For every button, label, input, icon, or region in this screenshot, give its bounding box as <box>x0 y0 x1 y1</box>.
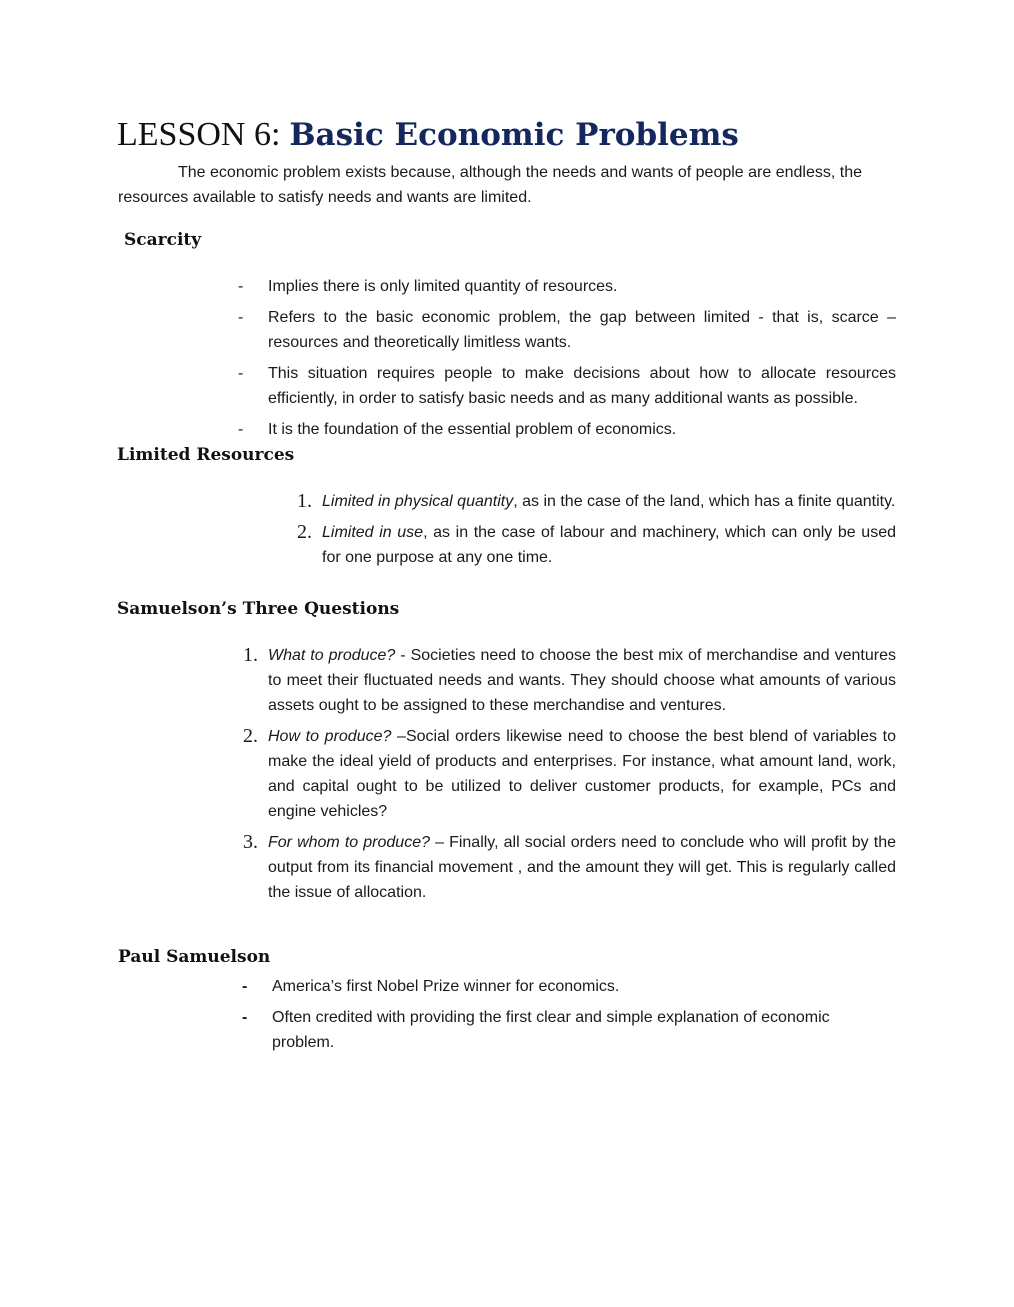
dash-bullet: - <box>242 1009 248 1026</box>
paul-samuelson-list <box>242 974 882 1061</box>
list-item: 2. How to produce? –Social orders likewise need to choose the best blend of variables to make the ideal yield of products and enterprises. For instance, what amount land, work, and capital ought to be utilized to deliver customer products, for example, PCs and engine vehicles? <box>243 725 896 820</box>
paul-samuelson-heading: Paul Samuelson <box>118 947 271 967</box>
lesson-number: LESSON 6: <box>117 116 281 153</box>
list-item: - This situation requires people to make decisions about how to allocate resources efficiently, in order to satisfy basic needs and as many additional wants as possible. <box>268 361 896 411</box>
dash-bullet: - <box>238 421 244 438</box>
dash-bullet: - <box>238 365 244 382</box>
scarcity-list <box>238 274 896 448</box>
item-term: What to produce? <box>268 647 396 664</box>
item-number: 2. <box>297 521 312 543</box>
item-term: Limited in physical quantity <box>322 493 514 510</box>
dash-bullet: - <box>242 978 248 995</box>
list-item: - Often credited with providing the first clear and simple explanation of economic problem. <box>272 1005 882 1055</box>
list-item: - America’s first Nobel Prize winner for economics. <box>272 974 882 999</box>
scarcity-heading: Scarcity <box>124 230 202 250</box>
list-item: - Refers to the basic economic problem, the gap between limited - that is, scarce – resources and theoretically limitless wants. <box>268 305 896 355</box>
item-term: For whom to produce? <box>268 834 430 851</box>
item-number: 1. <box>297 490 312 512</box>
list-item: - It is the foundation of the essential problem of economics. <box>268 417 896 442</box>
dash-bullet: - <box>238 309 244 326</box>
intro-text: The economic problem exists because, although the needs and wants of people are endless, the resources available to satisfy needs and wants are limited. <box>118 164 862 206</box>
item-term: How to produce? <box>268 728 392 745</box>
list-item: 1. What to produce? - Societies need to choose the best mix of merchandise and ventures to meet their fluctuated needs and wants. They should choose what amounts of various assets ought to be assigned to these merchandise and ventures. <box>243 644 897 714</box>
list-item: 1. Limited in physical quantity, as in the case of the land, which has a finite quantity. <box>297 490 896 512</box>
item-number: 3. <box>243 831 258 853</box>
item-term: Limited in use <box>322 524 424 541</box>
list-item: - Implies there is only limited quantity of resources. <box>268 274 896 299</box>
samuelson-questions-heading: Samuelson’s Three Questions <box>117 599 400 619</box>
lesson-title <box>117 112 739 157</box>
lesson-title-main: Basic Economic Problems <box>289 117 739 153</box>
dash-bullet: - <box>238 278 244 295</box>
list-item: 3. For whom to produce? – Finally, all social orders need to conclude who will profit by the output from its financial movement , and the amount they will get. This is regularly called the issue of allocation. <box>243 831 897 901</box>
item-number: 1. <box>243 644 258 666</box>
limited-resources-list <box>297 489 897 576</box>
samuelson-questions-list <box>243 643 897 911</box>
limited-resources-heading: Limited Resources <box>117 445 295 465</box>
intro-paragraph <box>118 160 896 210</box>
item-number: 2. <box>243 725 258 747</box>
list-item: 2. Limited in use, as in the case of labour and machinery, which can only be used for one purpose at any one time. <box>297 521 897 566</box>
